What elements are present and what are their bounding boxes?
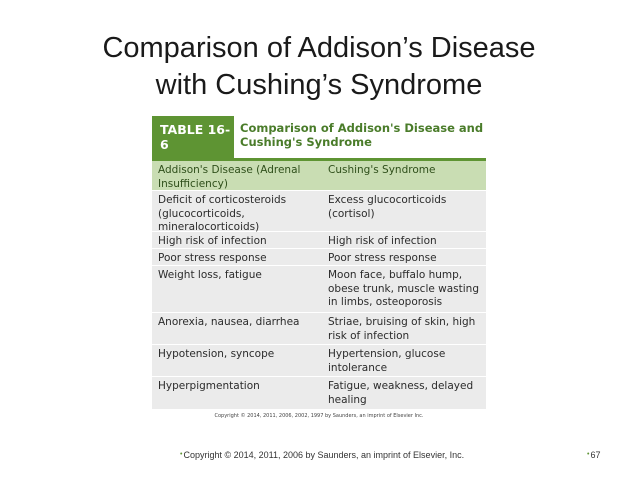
- copyright-text: Copyright © 2014, 2011, 2006 by Saunders, an imprint of Elsevier, Inc.: [183, 450, 465, 460]
- cell-cushing-line: risk of infection: [328, 329, 410, 342]
- cell-addison-line: Weight loss, fatigue: [158, 269, 262, 281]
- column-header-addison: [152, 161, 322, 190]
- cell-addison-line: Hypotension, syncope: [158, 348, 275, 360]
- cell-addison: [152, 345, 322, 376]
- copyright-notice: [180, 450, 464, 460]
- cell-cushing-line: High risk of infection: [328, 235, 437, 247]
- cell-cushing-line: obese trunk, muscle wasting: [328, 282, 480, 295]
- cell-cushing: [322, 377, 486, 409]
- cell-cushing: [322, 313, 486, 344]
- cell-addison-line: High risk of infection: [158, 235, 267, 247]
- table-heading: [152, 116, 486, 158]
- cell-addison: [152, 313, 322, 344]
- page-number: [587, 450, 600, 460]
- cell-cushing-line: Fatigue, weakness, delayed: [328, 380, 474, 392]
- cell-cushing-line: healing: [328, 393, 367, 406]
- cell-addison-line: (glucocorticoids,: [158, 207, 245, 220]
- column-header-addison-line: Insufficiency): [158, 177, 228, 190]
- table-footnote: Copyright © 2014, 2011, 2006, 2002, 1997 by Saunders, an imprint of Elsevier Inc.: [214, 413, 424, 419]
- cell-cushing-line: Moon face, buffalo hump,: [328, 269, 463, 281]
- slide-title: [0, 30, 638, 104]
- table-row: [152, 313, 486, 345]
- column-header-addison-line: Addison's Disease (Adrenal: [158, 164, 301, 176]
- table-row: [152, 266, 486, 313]
- cell-addison-line: Deficit of corticosteroids: [158, 194, 287, 206]
- cell-cushing-line: Poor stress response: [328, 252, 437, 264]
- cell-cushing-line: in limbs, osteoporosis: [328, 296, 443, 308]
- cell-cushing-line: (cortisol): [328, 207, 375, 220]
- cell-cushing-line: Excess glucocorticoids: [328, 194, 447, 206]
- cell-cushing: [322, 191, 486, 231]
- cell-cushing: [322, 345, 486, 376]
- table-row: [152, 345, 486, 377]
- bullet-icon: •: [587, 451, 590, 458]
- table-caption: [234, 116, 486, 158]
- column-header-cushing: [322, 161, 486, 190]
- cell-cushing: [322, 249, 486, 265]
- cell-addison-line: mineralocorticoids): [158, 221, 260, 233]
- table-row: [152, 377, 486, 410]
- cell-addison-line: Anorexia, nausea, diarrhea: [158, 316, 300, 328]
- table-row: [152, 191, 486, 232]
- cell-addison: [152, 249, 322, 265]
- cell-cushing-line: Hypertension, glucose: [328, 348, 446, 360]
- cell-cushing-line: Striae, bruising of skin, high: [328, 316, 476, 328]
- bullet-icon: •: [180, 451, 183, 458]
- table-column-header-row: [152, 161, 486, 191]
- cell-cushing-line: intolerance: [328, 361, 388, 374]
- cell-addison: [152, 232, 322, 248]
- cell-addison-line: Hyperpigmentation: [158, 380, 260, 392]
- page-number-text: 67: [590, 450, 601, 460]
- table-body: [152, 161, 486, 410]
- slide-title-line-1: Comparison of Addison’s Disease: [102, 32, 536, 64]
- table-row: [152, 249, 486, 266]
- cell-addison: [152, 266, 322, 312]
- comparison-table: [152, 116, 486, 419]
- cell-cushing: [322, 232, 486, 248]
- slide-title-line-2: with Cushing’s Syndrome: [155, 69, 483, 101]
- cell-addison: [152, 191, 322, 231]
- table-caption-line-2: Cushing's Syndrome: [240, 135, 372, 149]
- table-caption-line-1: Comparison of Addison's Disease and: [240, 121, 484, 135]
- cell-addison-line: Poor stress response: [158, 252, 267, 264]
- table-number: TABLE 16-6: [152, 116, 234, 158]
- cell-cushing: [322, 266, 486, 312]
- column-header-cushing-line: Cushing's Syndrome: [328, 164, 436, 176]
- cell-addison: [152, 377, 322, 409]
- table-row: [152, 232, 486, 249]
